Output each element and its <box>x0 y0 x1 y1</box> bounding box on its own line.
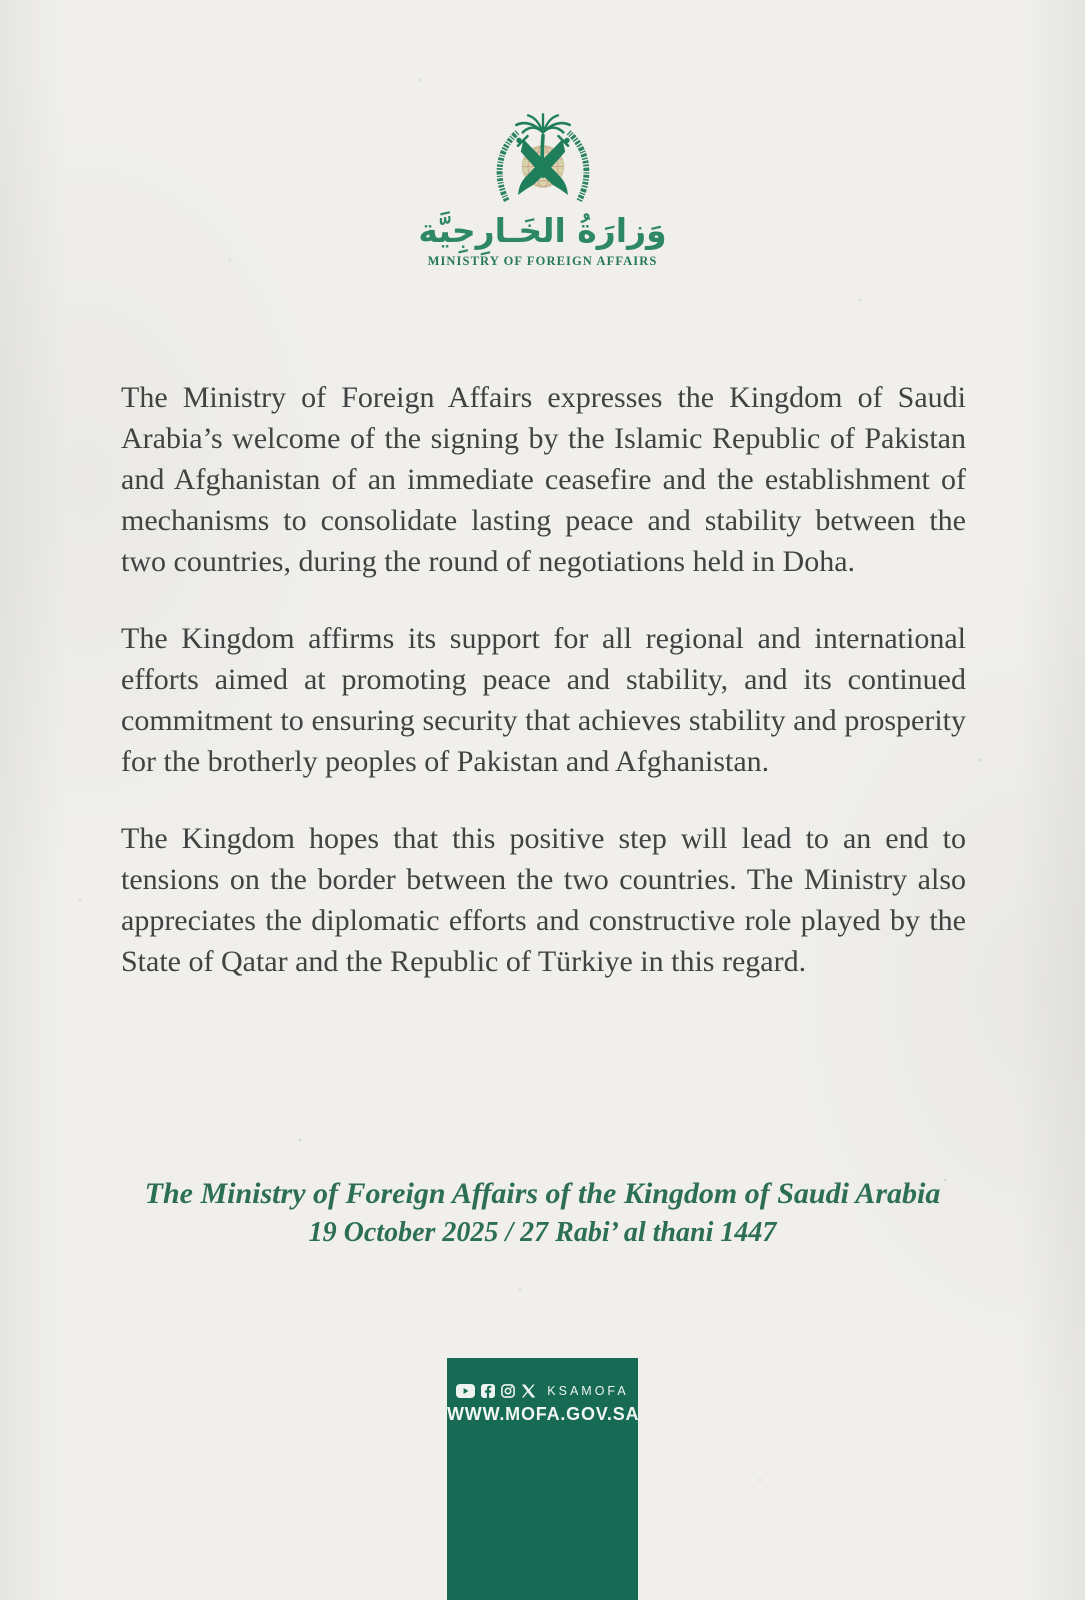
masthead <box>0 110 1085 269</box>
signature-issuer: The Ministry of Foreign Affairs of the Kingdom of Saudi Arabia <box>144 1177 941 1210</box>
ministry-name-label: MINISTRY OF FOREIGN AFFAIRS <box>427 253 658 268</box>
signature-block <box>0 1174 1085 1252</box>
statement-body <box>121 377 966 982</box>
instagram-icon <box>501 1384 515 1398</box>
x-icon <box>521 1384 536 1398</box>
website-url-label: WWW.MOFA.GOV.SA <box>447 1404 640 1424</box>
facebook-icon <box>481 1384 495 1398</box>
social-handle-label: KSAMOFA <box>547 1383 629 1398</box>
social-media-row <box>447 1382 638 1399</box>
youtube-icon <box>456 1384 475 1398</box>
statement-paragraph-1: The Ministry of Foreign Affairs expresses the Kingdom of Saudi Arabia’s welcome of the signing by the Islamic Republic of Pakistan and Afghanistan of an immediate ceasefire and the establishment of mechanisms to consolidate lasting peace and stability between the two countries, during the round of negotiations held in Doha. <box>121 381 966 578</box>
mofa-emblem-icon <box>484 110 602 206</box>
statement-paragraph-3: The Kingdom hopes that this positive step will lead to an end to tensions on the border between the two countries. The Ministry also appreciates the diplomatic efforts and constructive role played by the State of Qatar and the Republic of Türkiye in this regard. <box>121 822 966 978</box>
arabic-ministry-calligraphy: وَزارَةُ الخَـارِجِيَّة <box>418 211 667 250</box>
signature-date: 19 October 2025 / 27 Rabi’ al thani 1447 <box>308 1217 777 1248</box>
statement-paragraph-2: The Kingdom affirms its support for all regional and international efforts aimed at promoting peace and stability, and its continued commitment to ensuring security that achieves stability and prosperity for the brotherly peoples of Pakistan and Afghanistan. <box>121 622 966 778</box>
footer-banner <box>447 1358 638 1600</box>
